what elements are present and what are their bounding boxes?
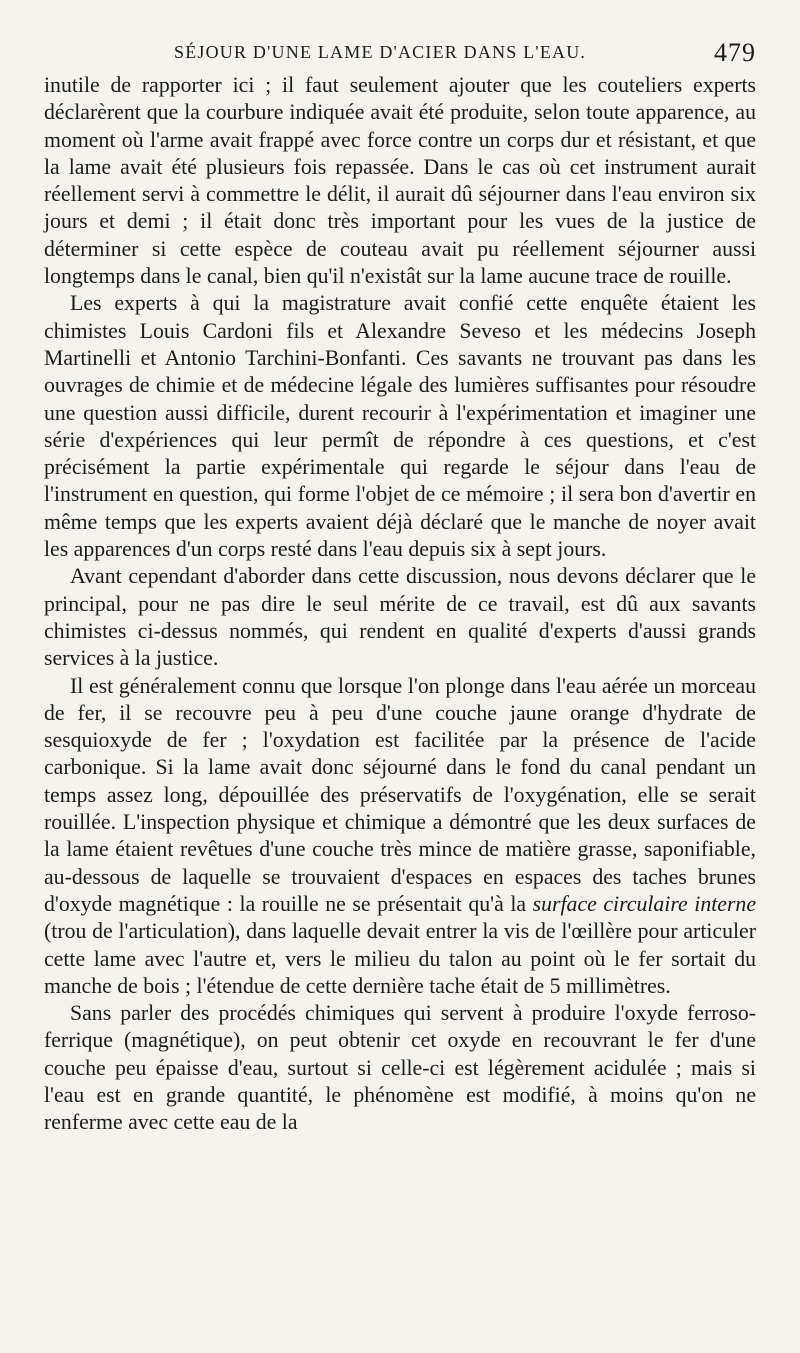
running-head bbox=[44, 30, 756, 72]
paragraph-1: inutile de rapporter ici ; il faut seulement ajouter que les couteliers experts déclarèrent que la courbure indiquée avait été produite, selon toute apparence, au moment où l'arme avait frappé avec force contre un corps dur et résistant, et que la lame avait été plusieurs fois repassée. Dans le cas où cet instrument aurait réellement servi à commettre le délit, il aurait dû séjourner dans l'eau environ six jours et demi ; il était donc très important pour les vues de la justice de déterminer si cette espèce de couteau avait pu réellement séjourner aussi longtemps dans le canal, bien qu'il n'existât sur la lame aucune trace de rouille. bbox=[44, 73, 756, 289]
book-page bbox=[44, 30, 756, 1330]
paragraph-2: Les experts à qui la magistrature avait confié cette enquête étaient les chimistes Louis Cardoni fils et Alexandre Seveso et les médecins Joseph Martinelli et Antonio Tarchini-Bonfanti. Ces savants ne trouvant pas dans les ouvrages de chimie et de médecine légale des lumières suffisantes pour résoudre une question aussi difficile, durent recourir à l'expérimentation et imaginer une série d'expériences qui leur permît de répondre à ces questions, et c'est précisément la partie expérimentale qui regarde le séjour dans l'eau de l'instrument en question, qui forme l'objet de ce mémoire ; il sera bon d'avertir en même temps que les experts avaient déjà déclaré que le manche de noyer avait les apparences d'un corps resté dans l'eau depuis six à sept jours. bbox=[44, 291, 756, 562]
page-number: 479 bbox=[714, 38, 756, 67]
paragraph-3: Avant cependant d'aborder dans cette discussion, nous devons déclarer que le principal, pour ne pas dire le seul mérite de ce travail, est dû aux savants chimistes ci-dessus nommés, qui rendent en qualité d'experts d'aussi grands services à la justice. bbox=[44, 564, 756, 671]
running-title: SÉJOUR D'UNE LAME D'ACIER DANS L'EAU. bbox=[174, 42, 587, 62]
paragraph-4-text-before: Il est généralement connu que lorsque l'on plonge dans l'eau aérée un morceau de fer, il se recouvre peu à peu d'une couche jaune orange d'hydrate de sesquioxyde de fer ; l'oxydation est facilitée par la présence de l'acide carbonique. Si la lame avait donc séjourné dans le fond du canal pendant un temps assez long, dépouillée des préservatifs de l'oxygénation, elle se serait rouillée. L'inspection physique et chimique a démontré que les deux surfaces de la lame étaient revêtues d'une couche très mince de matière grasse, saponifiable, au-dessous de laquelle se trouvaient d'espaces en espaces des taches brunes d'oxyde magnétique : la rouille ne se présentait qu'à la bbox=[44, 673, 756, 916]
paragraph-5: Sans parler des procédés chimiques qui servent à produire l'oxyde ferroso-ferrique (magnétique), on peut obtenir cet oxyde en recouvrant le fer d'une couche peu épaisse d'eau, surtout si celle-ci est légèrement acidulée ; mais si l'eau est en grande quantité, le phénomène est modifié, à moins qu'on ne renferme avec cette eau de la bbox=[44, 1001, 756, 1135]
paragraph-4-text-after: (trou de l'articulation), dans laquelle devait entrer la vis de l'œillère pour articuler cette lame avec l'autre et, vers le milieu du talon au point où le fer sortait du manche de bois ; l'étendue de cette dernière tache était de 5 millimètres. bbox=[44, 919, 756, 998]
paragraph-4 bbox=[44, 673, 756, 1001]
body-text bbox=[44, 72, 756, 1137]
paragraph-4-italic-term: surface circulaire interne bbox=[532, 891, 756, 916]
